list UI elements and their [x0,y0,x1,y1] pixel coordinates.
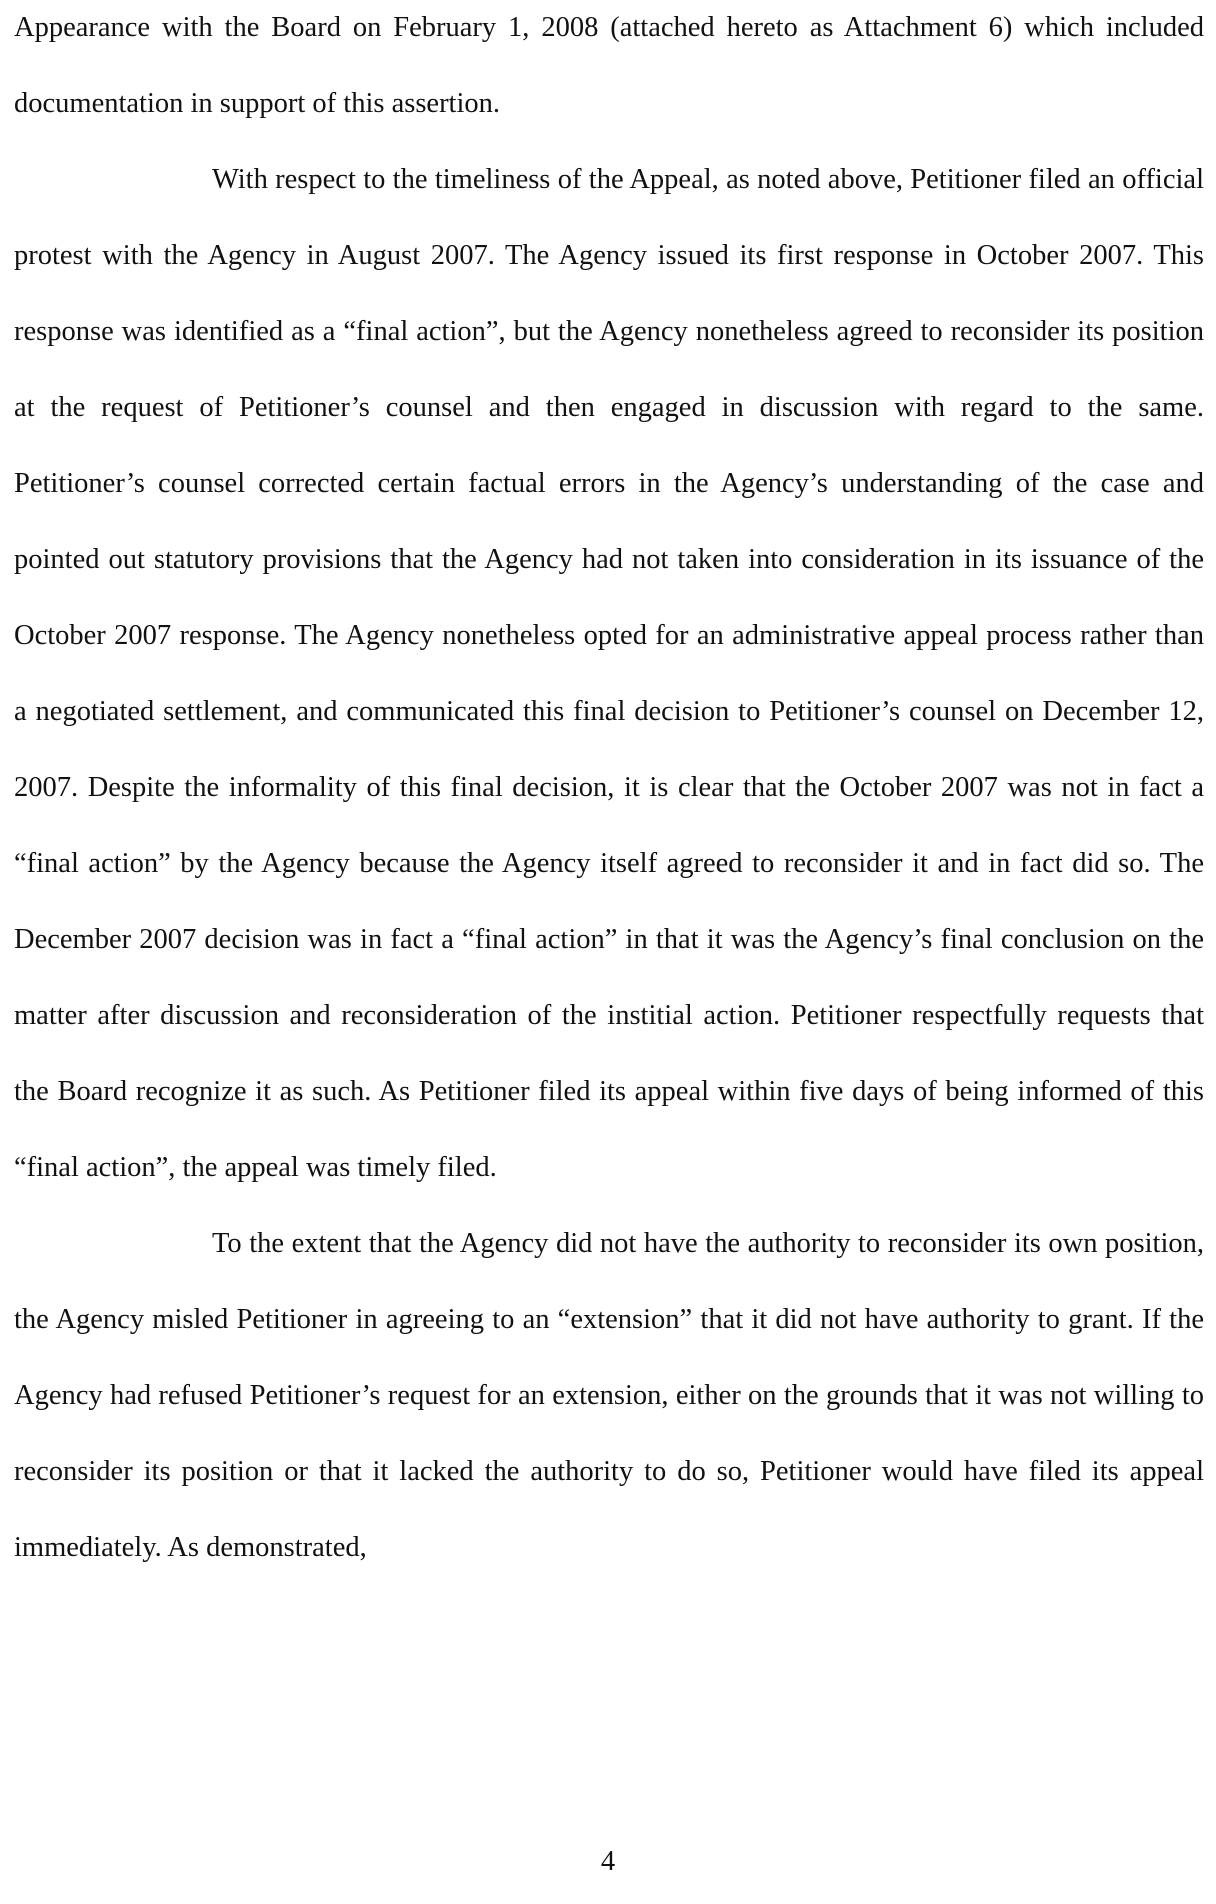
page-number: 4 [600,1846,616,1877]
paragraph-continuation: Appearance with the Board on February 1, 2008 (attached hereto as Attachment 6) which included documentation in support of this assertion. [14,12,1204,119]
paragraph-timeliness: With respect to the timeliness of the Appeal, as noted above, Petitioner filed an official protest with the Agency in August 2007. The Agency issued its first response in October 2007. This response was identified as a “final action”, but the Agency nonetheless agreed to reconsider its position at the request of Petitioner’s counsel and then engaged in discussion with regard to the same. Petitioner’s counsel corrected certain factual errors in the Agency’s understanding of the case and pointed out statutory provisions that the Agency had not taken into consideration in its issuance of the October 2007 response. The Agency nonetheless opted for an administrative appeal process rather than a negotiated settlement, and communicated this final decision to Petitioner’s counsel on December 12, 2007. Despite the informality of this final decision, it is clear that the October 2007 was not in fact a “final action” by the Agency because the Agency itself agreed to reconsider it and in fact did so. The December 2007 decision was in fact a “final action” in that it was the Agency’s final conclusion on the matter after discussion and reconsideration of the institial action. Petitioner respectfully requests that the Board recognize it as such. As Petitioner filed its appeal within five days of being informed of this “final action”, the appeal was timely filed. [14,164,1204,1183]
document-page [14,0,1204,1904]
paragraph-authority: To the extent that the Agency did not have the authority to reconsider its own position, the Agency misled Petitioner in agreeing to an “extension” that it did not have authority to grant. If the Agency had refused Petitioner’s request for an extension, either on the grounds that it was not willing to reconsider its position or that it lacked the authority to do so, Petitioner would have filed its appeal immediately. As demonstrated, [14,1228,1204,1563]
